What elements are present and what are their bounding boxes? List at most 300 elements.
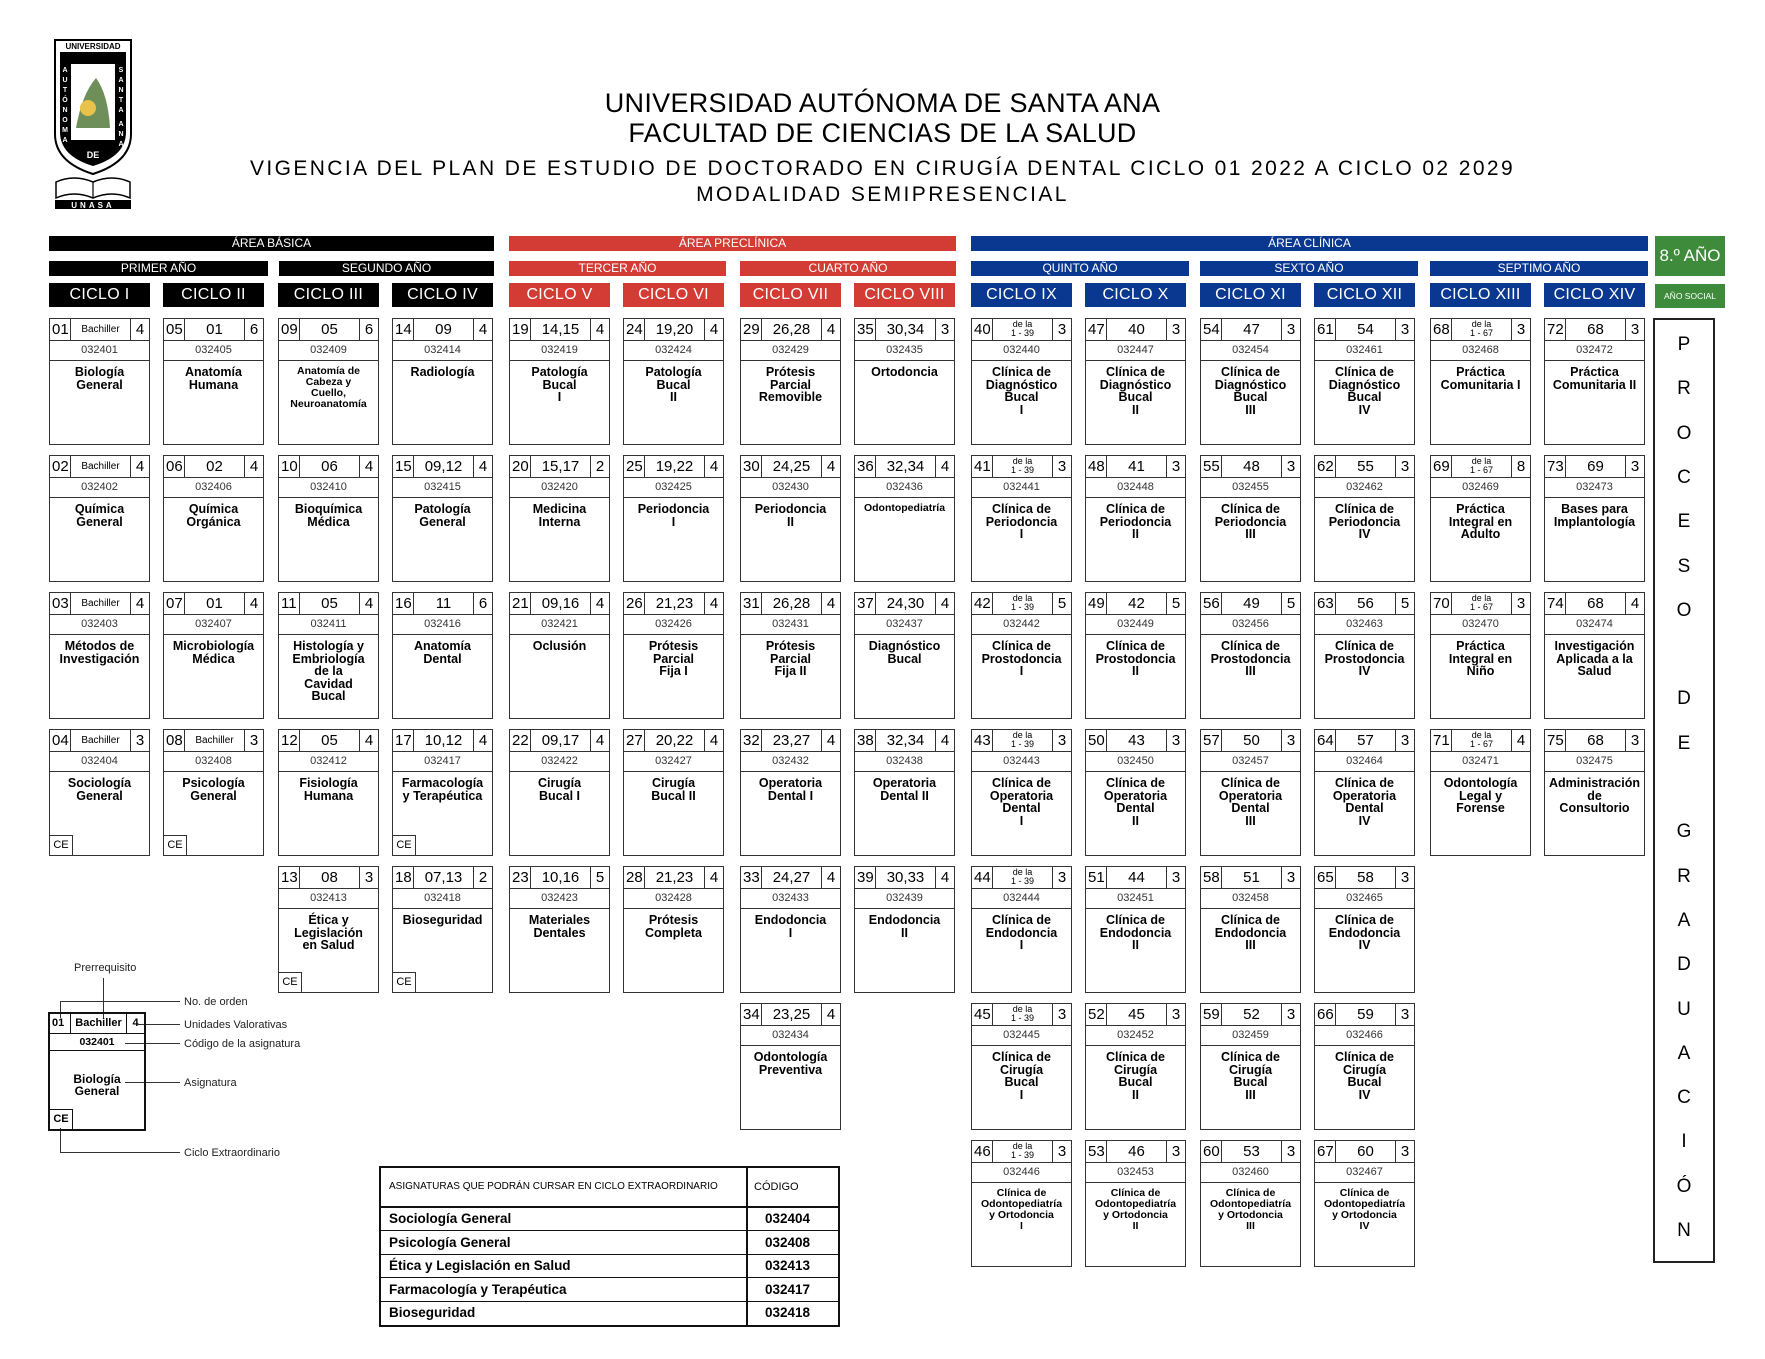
cycle-bar-12: CICLO XII xyxy=(1314,283,1415,307)
course-name: Prótesis Parcial Fija I xyxy=(648,639,699,678)
course-order: 37 xyxy=(857,595,874,612)
course-order: 39 xyxy=(857,869,874,886)
course-code: 032469 xyxy=(1431,478,1530,498)
course-name: Patología Bucal II xyxy=(645,365,702,404)
course-box-31 xyxy=(740,592,841,719)
course-box-27 xyxy=(623,729,724,856)
course-box-04 xyxy=(49,729,150,856)
course-prerequisite: de la 1 - 67 xyxy=(1451,730,1512,751)
course-box-63 xyxy=(1314,592,1415,719)
course-code: 032452 xyxy=(1086,1026,1185,1046)
course-box-05 xyxy=(163,318,264,445)
course-box-36 xyxy=(854,455,955,582)
course-units: 4 xyxy=(826,732,836,749)
course-code: 032442 xyxy=(972,615,1071,635)
extraordinary-table-row xyxy=(381,1232,838,1255)
extraordinary-row-code: 032408 xyxy=(765,1234,811,1250)
course-code: 032458 xyxy=(1201,889,1300,909)
extraordinary-header-code: CÓDIGO xyxy=(754,1181,799,1193)
course-order: 11 xyxy=(281,595,297,612)
graduation-letter: Ó xyxy=(1676,1175,1692,1197)
course-order: 52 xyxy=(1088,1006,1105,1023)
course-order: 31 xyxy=(743,595,760,612)
course-order: 29 xyxy=(743,321,760,338)
cycle-bar-14: CICLO XIV xyxy=(1544,283,1645,307)
course-name: Clínica de Prostodoncia II xyxy=(1095,639,1176,678)
course-prerequisite: 56 xyxy=(1335,593,1396,614)
svg-text:A: A xyxy=(118,107,124,114)
course-units: 4 xyxy=(364,458,374,475)
course-name: Clínica de Endodoncia IV xyxy=(1328,913,1401,952)
course-box-71 xyxy=(1430,729,1531,856)
course-box-49 xyxy=(1085,592,1186,719)
course-prerequisite: 01 xyxy=(184,319,245,340)
extraordinary-table-row xyxy=(381,1279,838,1302)
course-box-17 xyxy=(392,729,493,856)
course-prerequisite: 23,27 xyxy=(761,730,822,751)
svg-text:A: A xyxy=(62,137,68,144)
course-units: 4 xyxy=(1516,732,1526,749)
course-name: Clínica de Operatoria Dental IV xyxy=(1332,776,1397,828)
legend-sample-ce: CE xyxy=(50,1109,73,1129)
course-units: 3 xyxy=(1630,732,1640,749)
course-name: Investigación Aplicada a la Salud xyxy=(1554,639,1635,678)
course-code: 032451 xyxy=(1086,889,1185,909)
course-code: 032437 xyxy=(855,615,954,635)
course-code: 032472 xyxy=(1545,341,1644,361)
course-prerequisite: 26,28 xyxy=(761,319,822,340)
course-prerequisite: 43 xyxy=(1106,730,1167,751)
course-order: 53 xyxy=(1088,1143,1105,1160)
course-prerequisite: 10,12 xyxy=(413,730,474,751)
course-order: 28 xyxy=(626,869,643,886)
course-units: 3 xyxy=(1400,1143,1410,1160)
course-box-23 xyxy=(509,866,610,993)
area-basica-bar: ÁREA BÁSICA xyxy=(49,236,494,251)
course-box-75 xyxy=(1544,729,1645,856)
course-order: 60 xyxy=(1203,1143,1220,1160)
course-name: Operatoria Dental II xyxy=(872,776,937,803)
course-code: 032404 xyxy=(50,752,149,772)
course-code: 032418 xyxy=(393,889,492,909)
course-box-48 xyxy=(1085,455,1186,582)
course-code: 032407 xyxy=(164,615,263,635)
course-name: Histología y Embriología de la Cavidad Bucal xyxy=(292,639,365,703)
course-order: 74 xyxy=(1547,595,1564,612)
course-prerequisite: 21,23 xyxy=(644,867,705,888)
course-box-03 xyxy=(49,592,150,719)
extraordinary-cycle-table xyxy=(379,1166,840,1327)
graduation-letter: A xyxy=(1677,909,1691,931)
course-order: 27 xyxy=(626,732,643,749)
graduation-letter: A xyxy=(1677,1042,1691,1064)
course-name: Radiología xyxy=(410,365,475,379)
course-code: 032468 xyxy=(1431,341,1530,361)
course-name: Cirugía Bucal I xyxy=(537,776,582,803)
course-units: 3 xyxy=(1630,321,1640,338)
course-name: Clínica de Endodoncia II xyxy=(1099,913,1172,952)
course-name: Práctica Comunitaria II xyxy=(1552,365,1637,392)
course-name: Materiales Dentales xyxy=(528,913,591,940)
course-prerequisite: 24,25 xyxy=(761,456,822,477)
course-code: 032433 xyxy=(741,889,840,909)
course-prerequisite: 54 xyxy=(1335,319,1396,340)
logo-top-text: UNIVERSIDAD xyxy=(65,42,121,51)
course-prerequisite: 42 xyxy=(1106,593,1167,614)
legend-sample-units: 4 xyxy=(132,1017,139,1029)
course-code: 032434 xyxy=(741,1026,840,1046)
course-code: 032456 xyxy=(1201,615,1300,635)
course-name: Práctica Integral en Niño xyxy=(1448,639,1513,678)
cycle-bar-4: CICLO IV xyxy=(392,283,493,307)
course-prerequisite: 09,17 xyxy=(530,730,591,751)
course-box-67 xyxy=(1314,1140,1415,1267)
course-box-26 xyxy=(623,592,724,719)
course-code: 032402 xyxy=(50,478,149,498)
course-code: 032427 xyxy=(624,752,723,772)
course-code: 032446 xyxy=(972,1163,1071,1183)
cycle-bar-1: CICLO I xyxy=(49,283,150,307)
course-name: Química General xyxy=(74,502,125,529)
course-units: 5 xyxy=(1400,595,1410,612)
course-units: 4 xyxy=(478,458,488,475)
legend-code-label: Código de la asignatura xyxy=(184,1038,301,1050)
course-box-16 xyxy=(392,592,493,719)
extraordinary-row-code: 032413 xyxy=(765,1258,811,1274)
course-code: 032441 xyxy=(972,478,1071,498)
course-prerequisite: de la 1 - 39 xyxy=(992,593,1053,614)
course-name: Clínica de Periodoncia I xyxy=(985,502,1058,541)
course-name: Biología General xyxy=(74,365,125,392)
course-prerequisite: de la 1 - 67 xyxy=(1451,319,1512,340)
course-units: 3 xyxy=(249,732,259,749)
course-box-64 xyxy=(1314,729,1415,856)
course-units: 4 xyxy=(595,595,605,612)
course-units: 2 xyxy=(595,458,605,475)
course-order: 56 xyxy=(1203,595,1220,612)
course-name: Clínica de Prostodoncia I xyxy=(981,639,1062,678)
course-name: Odontología Legal y Forense xyxy=(1443,776,1518,815)
course-box-20 xyxy=(509,455,610,582)
graduation-letter: D xyxy=(1677,954,1691,976)
svg-text:O: O xyxy=(62,117,68,124)
course-code: 032415 xyxy=(393,478,492,498)
course-units: 4 xyxy=(940,458,950,475)
course-prerequisite: de la 1 - 67 xyxy=(1451,456,1512,477)
course-box-51 xyxy=(1085,866,1186,993)
extraordinary-cycle-badge: CE xyxy=(393,835,416,855)
course-name: Clínica de Operatoria Dental I xyxy=(989,776,1054,828)
course-order: 18 xyxy=(395,869,412,886)
course-units: 3 xyxy=(1286,458,1296,475)
course-code: 032463 xyxy=(1315,615,1414,635)
course-units: 3 xyxy=(1400,321,1410,338)
legend-units-label: Unidades Valorativas xyxy=(184,1019,288,1031)
course-box-37 xyxy=(854,592,955,719)
course-order: 63 xyxy=(1317,595,1334,612)
course-box-56 xyxy=(1200,592,1301,719)
course-code: 032413 xyxy=(279,889,378,909)
course-code: 032428 xyxy=(624,889,723,909)
extraordinary-cycle-badge: CE xyxy=(279,972,302,992)
course-name: Fisiología Humana xyxy=(299,776,358,803)
extraordinary-row-subject: Psicología General xyxy=(389,1234,511,1250)
course-units: 3 xyxy=(1516,321,1526,338)
course-prerequisite: 44 xyxy=(1106,867,1167,888)
course-units: 5 xyxy=(1171,595,1181,612)
course-name: Clínica de Cirugía Bucal III xyxy=(1220,1050,1281,1102)
course-order: 51 xyxy=(1088,869,1105,886)
course-units: 3 xyxy=(1171,1143,1181,1160)
course-order: 20 xyxy=(512,458,529,475)
svg-text:N: N xyxy=(62,107,68,114)
course-order: 45 xyxy=(974,1006,991,1023)
university-title: UNIVERSIDAD AUTÓNOMA DE SANTA ANA xyxy=(604,88,1161,118)
course-code: 032465 xyxy=(1315,889,1414,909)
course-units: 3 xyxy=(135,732,145,749)
course-prerequisite: Bachiller xyxy=(184,730,245,751)
course-code: 032445 xyxy=(972,1026,1071,1046)
course-box-13 xyxy=(278,866,379,993)
course-box-19 xyxy=(509,318,610,445)
course-order: 10 xyxy=(281,458,298,475)
course-name: Cirugía Bucal II xyxy=(651,776,696,803)
course-code: 032429 xyxy=(741,341,840,361)
svg-text:N: N xyxy=(118,87,124,94)
course-name: Clínica de Prostodoncia IV xyxy=(1324,639,1405,678)
course-units: 4 xyxy=(478,732,488,749)
graduation-letter: S xyxy=(1677,555,1691,577)
course-name: Odontología Preventiva xyxy=(753,1050,828,1077)
course-name: Práctica Integral en Adulto xyxy=(1448,502,1513,541)
course-name: Clínica de Odontopediatría y Ortodoncia I xyxy=(980,1187,1063,1232)
course-prerequisite: 68 xyxy=(1565,730,1626,751)
course-prerequisite: 30,34 xyxy=(875,319,936,340)
course-units: 3 xyxy=(1400,458,1410,475)
course-order: 33 xyxy=(743,869,760,886)
extraordinary-row-code: 032404 xyxy=(765,1211,811,1226)
course-name: Periodoncia II xyxy=(754,502,827,529)
course-name: Práctica Comunitaria I xyxy=(1440,365,1521,392)
graduation-letter: C xyxy=(1677,466,1691,488)
course-order: 57 xyxy=(1203,732,1220,749)
course-prerequisite: 45 xyxy=(1106,1004,1167,1025)
course-code: 032454 xyxy=(1201,341,1300,361)
course-units: 4 xyxy=(709,458,719,475)
course-code: 032424 xyxy=(624,341,723,361)
course-code: 032405 xyxy=(164,341,263,361)
course-code: 032430 xyxy=(741,478,840,498)
course-prerequisite: 11 xyxy=(413,593,474,614)
course-code: 032422 xyxy=(510,752,609,772)
course-prerequisite: Bachiller xyxy=(70,456,131,477)
course-code: 032401 xyxy=(50,341,149,361)
course-code: 032403 xyxy=(50,615,149,635)
course-units: 4 xyxy=(249,458,259,475)
course-code: 032453 xyxy=(1086,1163,1185,1183)
course-order: 07 xyxy=(166,595,183,612)
course-order: 58 xyxy=(1203,869,1220,886)
year-bar-5: QUINTO AÑO xyxy=(971,261,1189,276)
course-code: 032412 xyxy=(279,752,378,772)
course-order: 46 xyxy=(974,1143,991,1160)
course-code: 032471 xyxy=(1431,752,1530,772)
area-clinica-bar: ÁREA CLÍNICA xyxy=(971,236,1648,251)
year-bar-6: SEXTO AÑO xyxy=(1200,261,1418,276)
course-units: 3 xyxy=(1057,869,1067,886)
course-box-07 xyxy=(163,592,264,719)
cycle-bar-10: CICLO X xyxy=(1085,283,1186,307)
course-box-55 xyxy=(1200,455,1301,582)
course-name: Ortodoncia xyxy=(871,365,938,379)
course-name: Prótesis Parcial Removible xyxy=(758,365,823,404)
course-prerequisite: 52 xyxy=(1221,1004,1282,1025)
svg-text:U: U xyxy=(62,77,68,84)
course-code: 032439 xyxy=(855,889,954,909)
course-order: 21 xyxy=(512,595,529,612)
course-code: 032417 xyxy=(393,752,492,772)
course-name: Anatomía de Cabeza y Cuello, Neuroanatomía xyxy=(290,365,367,410)
course-name: Clínica de Periodoncia IV xyxy=(1328,502,1401,541)
course-prerequisite: 09,12 xyxy=(413,456,474,477)
course-order: 71 xyxy=(1433,732,1450,749)
course-order: 24 xyxy=(626,321,643,338)
course-code: 032475 xyxy=(1545,752,1644,772)
course-box-68 xyxy=(1430,318,1531,445)
course-units: 4 xyxy=(826,869,836,886)
course-order: 50 xyxy=(1088,732,1105,749)
course-units: 4 xyxy=(826,595,836,612)
course-order: 48 xyxy=(1088,458,1105,475)
course-units: 2 xyxy=(478,869,488,886)
course-units: 3 xyxy=(364,869,374,886)
course-prerequisite: 05 xyxy=(299,730,360,751)
course-code: 032431 xyxy=(741,615,840,635)
course-code: 032459 xyxy=(1201,1026,1300,1046)
course-units: 4 xyxy=(135,595,145,612)
course-units: 4 xyxy=(364,732,374,749)
course-order: 22 xyxy=(512,732,529,749)
course-order: 64 xyxy=(1317,732,1334,749)
course-prerequisite: 23,25 xyxy=(761,1004,822,1025)
course-name: Patología General xyxy=(414,502,471,529)
course-order: 26 xyxy=(626,595,643,612)
course-box-60 xyxy=(1200,1140,1301,1267)
extraordinary-row-subject: Bioseguridad xyxy=(389,1305,476,1321)
course-units: 3 xyxy=(1171,732,1181,749)
course-prerequisite: 09,16 xyxy=(530,593,591,614)
course-code: 032473 xyxy=(1545,478,1644,498)
course-order: 65 xyxy=(1317,869,1334,886)
course-box-24 xyxy=(623,318,724,445)
course-box-57 xyxy=(1200,729,1301,856)
legend-prereq-label: Prerrequisito xyxy=(74,962,137,974)
course-code: 032410 xyxy=(279,478,378,498)
course-order: 42 xyxy=(974,595,991,612)
course-box-34 xyxy=(740,1003,841,1130)
social-year-bar: AÑO SOCIAL xyxy=(1655,284,1725,308)
course-prerequisite: 68 xyxy=(1565,319,1626,340)
course-prerequisite: de la 1 - 39 xyxy=(992,1141,1053,1162)
course-box-30 xyxy=(740,455,841,582)
cycle-bar-7: CICLO VII xyxy=(740,283,841,307)
graduation-letter: C xyxy=(1677,1087,1691,1109)
course-box-01 xyxy=(49,318,150,445)
course-order: 67 xyxy=(1317,1143,1334,1160)
faculty-title: FACULTAD DE CIENCIAS DE LA SALUD xyxy=(628,118,1137,148)
course-prerequisite: 20,22 xyxy=(644,730,705,751)
course-order: 30 xyxy=(743,458,760,475)
course-order: 17 xyxy=(395,732,412,749)
course-box-11 xyxy=(278,592,379,719)
course-prerequisite: 15,17 xyxy=(530,456,591,477)
course-order: 73 xyxy=(1547,458,1564,475)
course-box-54 xyxy=(1200,318,1301,445)
course-name: Clínica de Operatoria Dental III xyxy=(1218,776,1283,828)
course-box-38 xyxy=(854,729,955,856)
course-order: 16 xyxy=(395,595,412,612)
course-prerequisite: de la 1 - 39 xyxy=(992,867,1053,888)
course-prerequisite: Bachiller xyxy=(70,593,131,614)
extraordinary-cycle-badge: CE xyxy=(164,835,187,855)
course-name: Clínica de Odontopediatría y Ortodoncia IV xyxy=(1323,1187,1406,1232)
course-units: 3 xyxy=(1057,732,1067,749)
legend-extra-label: Ciclo Extraordinario xyxy=(184,1147,280,1159)
course-units: 3 xyxy=(1286,732,1296,749)
course-code: 032460 xyxy=(1201,1163,1300,1183)
modality-title: MODALIDAD SEMIPRESENCIAL xyxy=(696,183,1069,206)
course-code: 032414 xyxy=(393,341,492,361)
course-order: 19 xyxy=(512,321,529,338)
extraordinary-header-subject: ASIGNATURAS QUE PODRÁN CURSAR EN CICLO EXTRAORDINARIO xyxy=(389,1181,718,1192)
course-box-45 xyxy=(971,1003,1072,1130)
course-name: Odontopediatría xyxy=(863,502,946,514)
course-name: Clínica de Diagnóstico Bucal IV xyxy=(1328,365,1401,417)
course-order: 25 xyxy=(626,458,643,475)
course-units: 5 xyxy=(595,869,605,886)
course-box-62 xyxy=(1314,455,1415,582)
course-units: 4 xyxy=(940,595,950,612)
course-prerequisite: 53 xyxy=(1221,1141,1282,1162)
course-order: 23 xyxy=(512,869,529,886)
course-code: 032436 xyxy=(855,478,954,498)
course-prerequisite: 49 xyxy=(1221,593,1282,614)
course-units: 4 xyxy=(249,595,259,612)
course-prerequisite: de la 1 - 39 xyxy=(992,319,1053,340)
course-units: 4 xyxy=(709,595,719,612)
course-box-58 xyxy=(1200,866,1301,993)
course-prerequisite: 01 xyxy=(184,593,245,614)
course-code: 032435 xyxy=(855,341,954,361)
graduation-letter: I xyxy=(1681,1131,1687,1153)
course-order: 41 xyxy=(974,458,991,475)
course-name: Clínica de Periodoncia II xyxy=(1099,502,1172,541)
course-name: Administración de Consultorio xyxy=(1549,776,1640,815)
course-name: Clínica de Odontopediatría y Ortodoncia III xyxy=(1209,1187,1292,1232)
course-prerequisite: de la 1 - 67 xyxy=(1451,593,1512,614)
cycle-bar-5: CICLO V xyxy=(509,283,610,307)
course-name: Oclusión xyxy=(532,639,587,653)
course-prerequisite: 10,16 xyxy=(530,867,591,888)
course-name: Clínica de Cirugía Bucal IV xyxy=(1334,1050,1395,1102)
graduation-letter: N xyxy=(1677,1220,1691,1241)
course-code: 032440 xyxy=(972,341,1071,361)
course-units: 4 xyxy=(709,732,719,749)
graduation-letter: R xyxy=(1677,865,1691,887)
course-name: Clínica de Operatoria Dental II xyxy=(1103,776,1168,828)
course-name: Sociología General xyxy=(67,776,132,803)
course-name: Anatomía Humana xyxy=(185,365,242,392)
